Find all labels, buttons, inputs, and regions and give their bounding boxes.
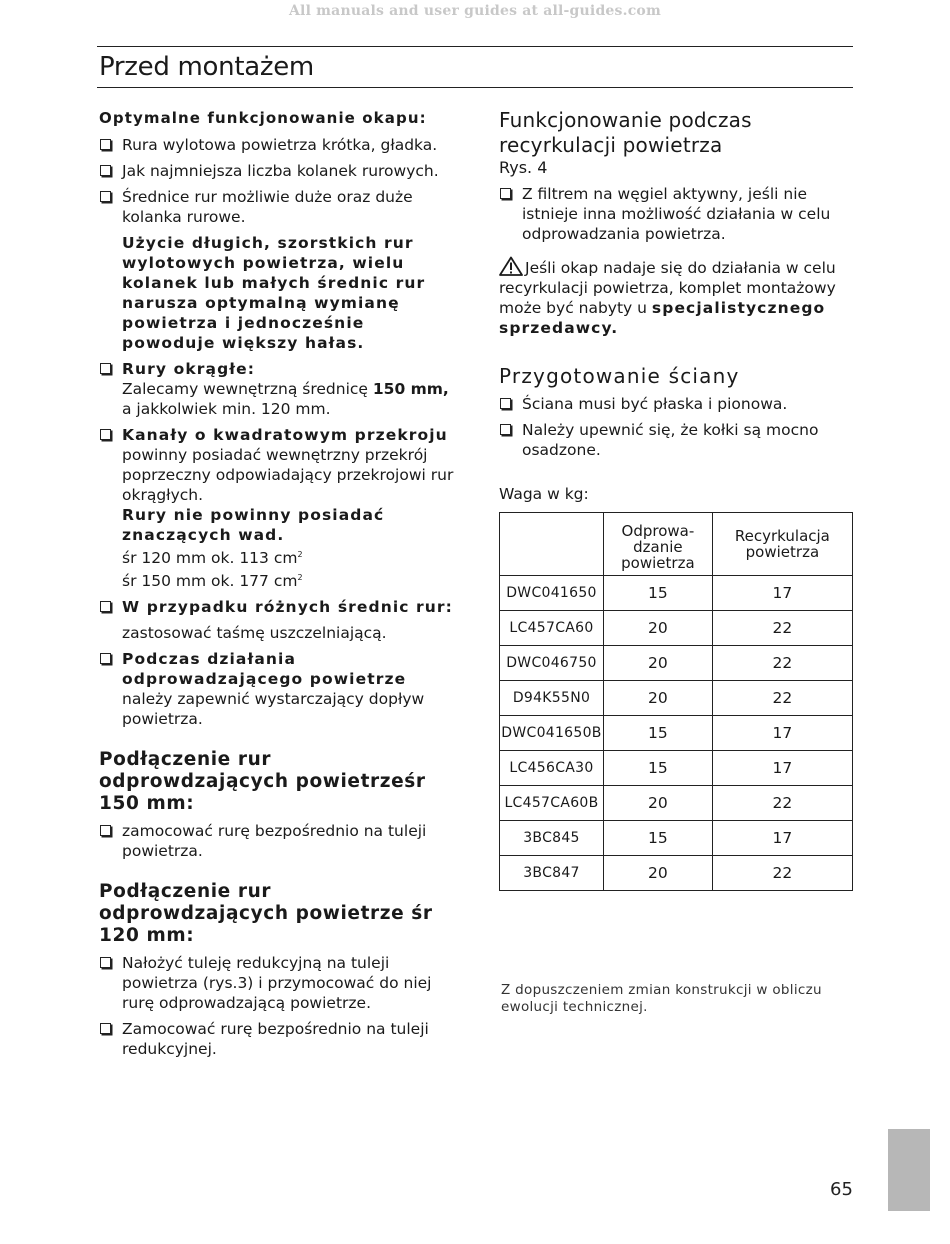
table-row: [500, 576, 853, 611]
superscript: 2: [297, 573, 303, 583]
different-title: W przypadku różnych średnic rur:: [122, 598, 453, 617]
recirc-warning-bold: specjalistycznego sprzedawcy.: [499, 299, 826, 337]
table-cell-recirculation: 22: [712, 856, 852, 891]
superscript: 2: [297, 550, 303, 559]
table-cell-model: 3BC845: [500, 821, 604, 856]
list-item: Zamocować rurę bezpośrednio na tuleji redukcyjnej.: [99, 1019, 459, 1059]
table-cell-recirculation: 17: [712, 751, 852, 786]
table-cell-recirculation: 22: [712, 786, 852, 821]
optimal-warning: Użycie długich, szorstkich rur wylotowych powietrza, wielu kolanek lub małych średnic rur narusza optymalną wymianę powietrza i jednocześnie powoduje większy hałas.: [122, 234, 426, 352]
round-title: Rury okrągłe:: [122, 360, 256, 378]
weight-label: Waga w kg:: [499, 485, 589, 503]
table-body: [500, 576, 853, 891]
recirc-heading: Funkcjonowanie podczas recyrkulacji powietrza: [499, 108, 752, 157]
round-diameter: 150 mm,: [372, 380, 449, 398]
list-item: [99, 425, 459, 591]
round-text-b: a jakkolwiek min. 120 mm.: [122, 400, 331, 418]
square-title: Kanały o kwadratowym przekroju: [122, 426, 448, 444]
exhaust-title: Podczas działania odprowadzającego powietrze: [122, 650, 407, 689]
header-rule-bottom: [97, 87, 853, 88]
square-line-120: śr 120 mm ok. 113 cm: [122, 549, 298, 568]
table-cell-recirculation: 22: [712, 681, 852, 716]
table-cell-exhaust: 20: [604, 646, 713, 681]
recirc-figure-ref: Rys. 4: [499, 158, 548, 177]
table-row: [500, 716, 853, 751]
table-row: [500, 646, 853, 681]
table-cell-model: LC457CA60B: [500, 786, 604, 821]
list-item: Rura wylotowa powietrza krótka, gładka.: [99, 135, 459, 155]
table-cell-recirculation: 17: [712, 716, 852, 751]
conn150-section: [99, 749, 459, 861]
table-cell-model: DWC046750: [500, 646, 604, 681]
table-cell-exhaust: 20: [604, 856, 713, 891]
watermark: All manuals and user guides at all-guides.com: [289, 3, 661, 19]
table-row: [500, 856, 853, 891]
table-cell-model: LC457CA60: [500, 611, 604, 646]
exhaust-section: [99, 649, 459, 729]
conn120-heading: Podłączenie rur odprowdzających powietrze śr 120 mm:: [99, 881, 433, 947]
table-header-recirculation: Recyrkulacja powietrza: [712, 513, 852, 576]
table-cell-model: LC456CA30: [500, 751, 604, 786]
table-header-model: [500, 513, 604, 576]
side-tab: [888, 1129, 930, 1211]
table-row: [500, 786, 853, 821]
header-rule-top: [97, 46, 853, 47]
page-title: Przed montażem: [99, 52, 314, 82]
table-cell-model: D94K55N0: [500, 681, 604, 716]
table-cell-recirculation: 22: [712, 611, 852, 646]
wall-heading: Przygotowanie ściany: [499, 364, 740, 388]
footer-note: Z dopuszczeniem zmian konstrukcji w obliczu ewolucji technicznej.: [501, 982, 822, 1015]
conn120-section: [99, 881, 459, 1059]
table-cell-exhaust: 20: [604, 681, 713, 716]
weight-table: [499, 512, 853, 891]
table-cell-model: 3BC847: [500, 856, 604, 891]
table-cell-exhaust: 20: [604, 611, 713, 646]
page-number: 65: [830, 1179, 853, 1200]
warning-icon: [499, 256, 523, 276]
table-cell-exhaust: 15: [604, 576, 713, 611]
table-header-exhaust: Odprowa- dzanie powietrza: [604, 513, 713, 576]
list-item: Należy upewnić się, że kołki są mocno osadzone.: [499, 420, 855, 460]
recirc-warning-text: Jeśli okap nadaje się do działania w celu recyrkulacji powietrza, komplet montażowy może być nabyty u: [499, 259, 836, 317]
left-column: [99, 108, 459, 1059]
recirc-warning: [499, 256, 855, 338]
table-cell-exhaust: 20: [604, 786, 713, 821]
table-cell-recirculation: 17: [712, 576, 852, 611]
square-text: powinny posiadać wewnętrzny przekrój poprzeczny odpowiadający przekrojowi rur okrągłych.: [122, 446, 454, 504]
table-cell-exhaust: 15: [604, 821, 713, 856]
exhaust-text: należy zapewnić wystarczający dopływ powietrza.: [122, 690, 425, 729]
list-item: [99, 359, 459, 419]
round-text-a: Zalecamy wewnętrzną średnicę: [122, 380, 368, 398]
right-column: [499, 108, 855, 891]
square-line-150: śr 150 mm ok. 177 cm: [122, 572, 298, 591]
list-item: Ściana musi być płaska i pionowa.: [499, 394, 855, 414]
table-cell-exhaust: 15: [604, 751, 713, 786]
list-item: Jak najmniejsza liczba kolanek rurowych.: [99, 161, 459, 181]
recirc-section: [499, 108, 855, 338]
table-cell-model: DWC041650: [500, 576, 604, 611]
different-text: zastosować taśmę uszczelniającą.: [122, 624, 387, 643]
table-cell-recirculation: 22: [712, 646, 852, 681]
table-row: [500, 681, 853, 716]
square-section: [99, 425, 459, 591]
table-cell-exhaust: 15: [604, 716, 713, 751]
different-section: [99, 597, 459, 643]
table-cell-model: DWC041650B: [500, 716, 604, 751]
conn150-heading: Podłączenie rur odprowdzających powietrześr 150 mm:: [99, 749, 426, 815]
square-bold-note: Rury nie powinny posiadać znaczących wad.: [122, 506, 385, 544]
list-item: [99, 649, 459, 729]
optimal-section: [99, 108, 459, 353]
table-header-row: [500, 513, 853, 576]
table-cell-recirculation: 17: [712, 821, 852, 856]
optimal-heading: Optymalne funkcjonowanie okapu:: [99, 109, 427, 127]
wall-section: [499, 364, 855, 460]
list-item: zamocować rurę bezpośrednio na tuleji powietrza.: [99, 821, 459, 861]
round-section: [99, 359, 459, 419]
list-item: [99, 597, 459, 643]
list-item: Z filtrem na węgiel aktywny, jeśli nie istnieje inna możliwość działania w celu odprowadzania powietrza.: [499, 184, 855, 244]
list-item: Średnice rur możliwie duże oraz duże kolanka rurowe.: [99, 187, 459, 227]
list-item: Nałożyć tuleję redukcyjną na tuleji powietrza (rys.3) i przymocować do niej rurę odprowadzającą powietrze.: [99, 953, 459, 1013]
table-row: [500, 751, 853, 786]
table-row: [500, 611, 853, 646]
table-row: [500, 821, 853, 856]
